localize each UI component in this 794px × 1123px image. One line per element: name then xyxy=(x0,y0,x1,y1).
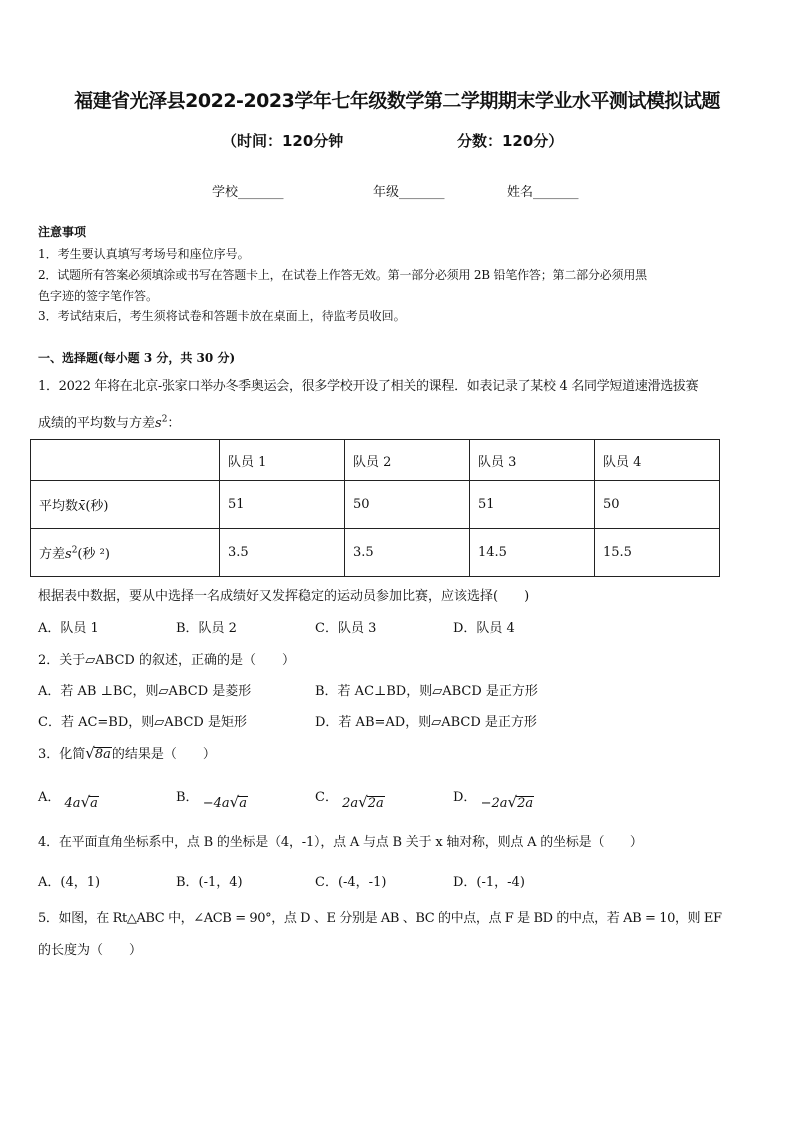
table-cell: 3.5 xyxy=(220,529,345,577)
q1-score-table xyxy=(30,439,720,577)
radicand-text: a xyxy=(90,796,98,811)
radicand-text: 8a xyxy=(94,747,111,762)
table-cell: 50 xyxy=(595,481,720,529)
q2-stem: 2．关于▱ABCD 的叙述，正确的是（ ） xyxy=(38,653,295,668)
coef: 4a xyxy=(64,796,81,811)
radicand xyxy=(89,796,99,811)
mean-symbol: x̄ xyxy=(78,499,86,514)
coef: 2a xyxy=(342,796,359,811)
table-row xyxy=(31,529,720,577)
table-cell xyxy=(31,440,220,481)
q3-stem xyxy=(38,743,216,762)
table-cell: 50 xyxy=(345,481,470,529)
row-label-text: 方差 xyxy=(39,547,66,562)
q4-option-d: D．(-1，-4) xyxy=(453,875,525,890)
q3-option-d xyxy=(453,786,534,811)
notes-heading: 注意事项 xyxy=(38,225,87,239)
table-cell: 51 xyxy=(470,481,595,529)
radicand-text: a xyxy=(239,796,247,811)
table-cell: 14.5 xyxy=(470,529,595,577)
option-label: D． xyxy=(453,790,477,805)
option-expr xyxy=(480,793,535,811)
grade-field: 年级_______ xyxy=(373,185,445,200)
q3-stem-text: 3．化简 xyxy=(38,747,86,762)
variance-symbol: s xyxy=(155,416,162,431)
q1-stem-line1: 1．2022 年将在北京-张家口举办冬季奥运会，很多学校开设了相关的课程．如表记录了某校 4 名同学短道速滑选拔赛 xyxy=(38,379,699,394)
table-cell: 51 xyxy=(220,481,345,529)
q3-option-b xyxy=(176,786,248,811)
q1-option-a: A．队员 1 xyxy=(38,621,99,636)
table-cell: 3.5 xyxy=(345,529,470,577)
table-row xyxy=(31,440,720,481)
q2-option-c: C．若 AC=BD，则▱ABCD 是矩形 xyxy=(38,715,247,730)
table-row xyxy=(31,481,720,529)
coef: −4a xyxy=(202,796,230,811)
q2-option-d: D．若 AB=AD，则▱ABCD 是正方形 xyxy=(315,715,537,730)
note-item: 色字迹的签字笔作答。 xyxy=(38,289,159,303)
q4-option-a: A．(4，1) xyxy=(38,875,101,890)
q3-stem-tail: 的结果是（ ） xyxy=(111,747,216,762)
option-label: C． xyxy=(315,790,338,805)
radicand xyxy=(94,747,112,762)
radicand xyxy=(238,796,248,811)
q5-stem-line2: 的长度为（ ） xyxy=(38,943,143,958)
q4-option-b: B．(-1，4) xyxy=(176,875,243,890)
row-label-unit: (秒) xyxy=(85,499,109,514)
radical-sign: √ xyxy=(507,793,518,811)
radical-sign: √ xyxy=(80,793,91,811)
row-label-unit: (秒 ²) xyxy=(77,547,110,562)
q1-followup: 根据表中数据，要从中选择一名成绩好又发挥稳定的运动员参加比赛，应该选择( ) xyxy=(38,589,530,604)
note-item: 3．考试结束后，考生须将试卷和答题卡放在桌面上，待监考员收回。 xyxy=(38,309,406,323)
q3-option-c xyxy=(315,786,385,811)
exam-score: 分数：120分） xyxy=(457,132,564,150)
radicand xyxy=(367,796,385,811)
radicand-text: 2a xyxy=(517,796,534,811)
q2-option-b: B．若 AC⊥BD，则▱ABCD 是正方形 xyxy=(315,684,538,699)
q1-stem-colon: ： xyxy=(167,416,181,431)
note-item: 1．考生要认真填写考场号和座位序号。 xyxy=(38,247,250,261)
radical-sign: √ xyxy=(85,744,95,762)
variance-symbol: s xyxy=(65,547,72,562)
option-label: A． xyxy=(38,790,61,805)
coef: −2a xyxy=(480,796,508,811)
q1-option-d: D．队员 4 xyxy=(453,621,515,636)
note-item: 2．试题所有答案必须填涂或书写在答题卡上，在试卷上作答无效。第一部分必须用 2B 铅笔作答；第二部分必须用黑 xyxy=(38,268,647,282)
exam-time: （时间：120分钟 xyxy=(222,132,344,150)
q5-stem-line1: 5．如图，在 Rt△ABC 中，∠ACB = 90°，点 D 、E 分别是 AB 、BC 的中点，点 F 是 BD 的中点，若 AB = 10，则 EF xyxy=(38,911,722,926)
variance-exponent: 2 xyxy=(71,545,78,556)
table-header-cell: 队员 1 xyxy=(220,440,345,481)
radicand xyxy=(516,796,534,811)
q1-stem-line2 xyxy=(38,412,180,431)
q1-option-c: C．队员 3 xyxy=(315,621,377,636)
table-cell: 15.5 xyxy=(595,529,720,577)
option-expr xyxy=(202,793,248,811)
section-heading: 一、选择题(每小题 3 分，共 30 分) xyxy=(38,351,236,365)
radical-sign: √ xyxy=(229,793,240,811)
q2-option-a: A．若 AB ⊥BC，则▱ABCD 是菱形 xyxy=(38,684,252,699)
name-field: 姓名_______ xyxy=(507,185,579,200)
row-label-variance xyxy=(31,529,220,577)
q3-option-a xyxy=(38,786,99,811)
radicand-text: 2a xyxy=(367,796,384,811)
q1-option-b: B．队员 2 xyxy=(176,621,237,636)
row-label-text: 平均数 xyxy=(39,499,79,514)
row-label-mean xyxy=(31,481,220,529)
table-header-cell: 队员 2 xyxy=(345,440,470,481)
exam-title: 福建省光泽县2022-2023学年七年级数学第二学期期末学业水平测试模拟试题 xyxy=(74,90,720,112)
radical-sign: √ xyxy=(358,793,368,811)
school-field: 学校_______ xyxy=(212,185,284,200)
option-label: B． xyxy=(176,790,199,805)
table-header-cell: 队员 3 xyxy=(470,440,595,481)
option-expr xyxy=(64,793,99,811)
q4-stem: 4．在平面直角坐标系中，点 B 的坐标是（4，-1），点 A 与点 B 关于 x 轴对称，则点 A 的坐标是（ ） xyxy=(38,835,643,850)
table-header-cell: 队员 4 xyxy=(595,440,720,481)
q1-stem-text: 成绩的平均数与方差 xyxy=(38,416,156,431)
q4-option-c: C．(-4，-1) xyxy=(315,875,387,890)
variance-exponent: 2 xyxy=(161,414,168,425)
option-expr xyxy=(342,793,385,811)
